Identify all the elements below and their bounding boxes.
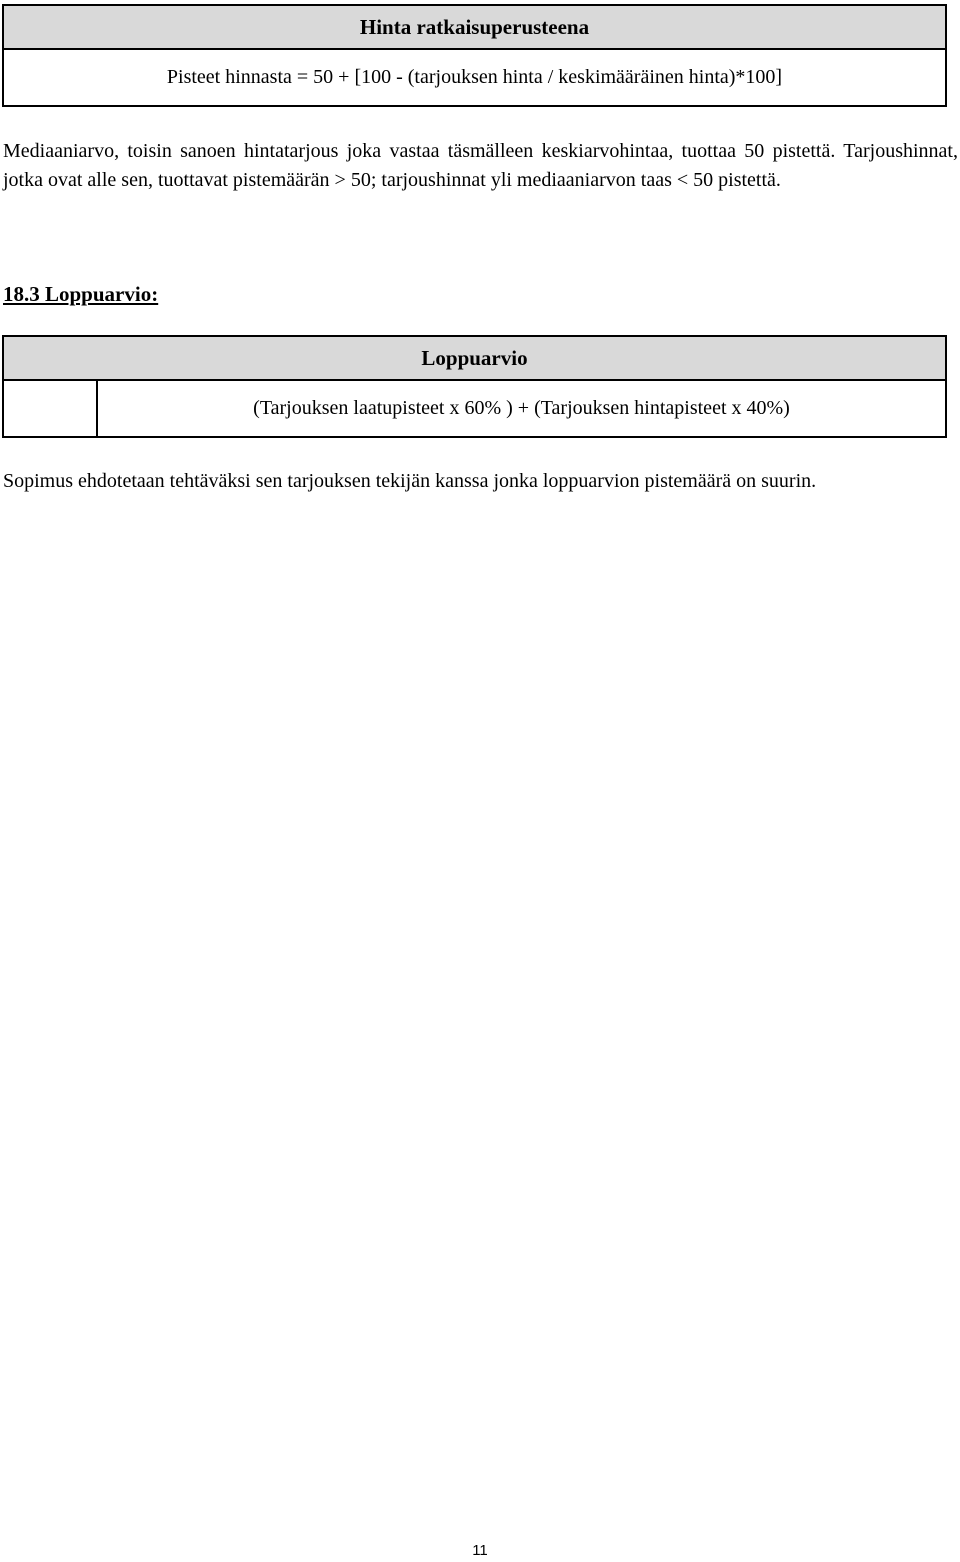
price-criterion-table [2, 4, 947, 107]
section-heading-final-evaluation: 18.3 Loppuarvio: [3, 282, 159, 306]
final-score-formula: (Tarjouksen laatupisteet x 60% ) + (Tarjouksen hintapisteet x 40%) [97, 380, 946, 437]
contract-award-paragraph: Sopimus ehdotetaan tehtäväksi sen tarjouksen tekijän kanssa jonka loppuarvion pistemäärä on suurin. [3, 470, 817, 492]
final-table-empty-cell [3, 380, 97, 437]
price-points-formula: Pisteet hinnasta = 50 + [100 - (tarjouksen hinta / keskimääräinen hinta)*100] [3, 49, 946, 106]
median-explanation-paragraph: Mediaaniarvo, toisin sanoen hintatarjous joka vastaa täsmälleen keskiarvohintaa, tuottaa 50 pistettä. Tarjoushinnat, jotka ovat alle sen, tuottavat pistemäärän > 50; tarjoushinnat yli mediaaniarvon taas < 50 pistettä. [3, 140, 958, 191]
page-number: 11 [472, 1542, 488, 1559]
final-table-header: Loppuarvio [3, 336, 946, 380]
price-table-header: Hinta ratkaisuperusteena [3, 5, 946, 49]
final-evaluation-table [2, 335, 947, 438]
